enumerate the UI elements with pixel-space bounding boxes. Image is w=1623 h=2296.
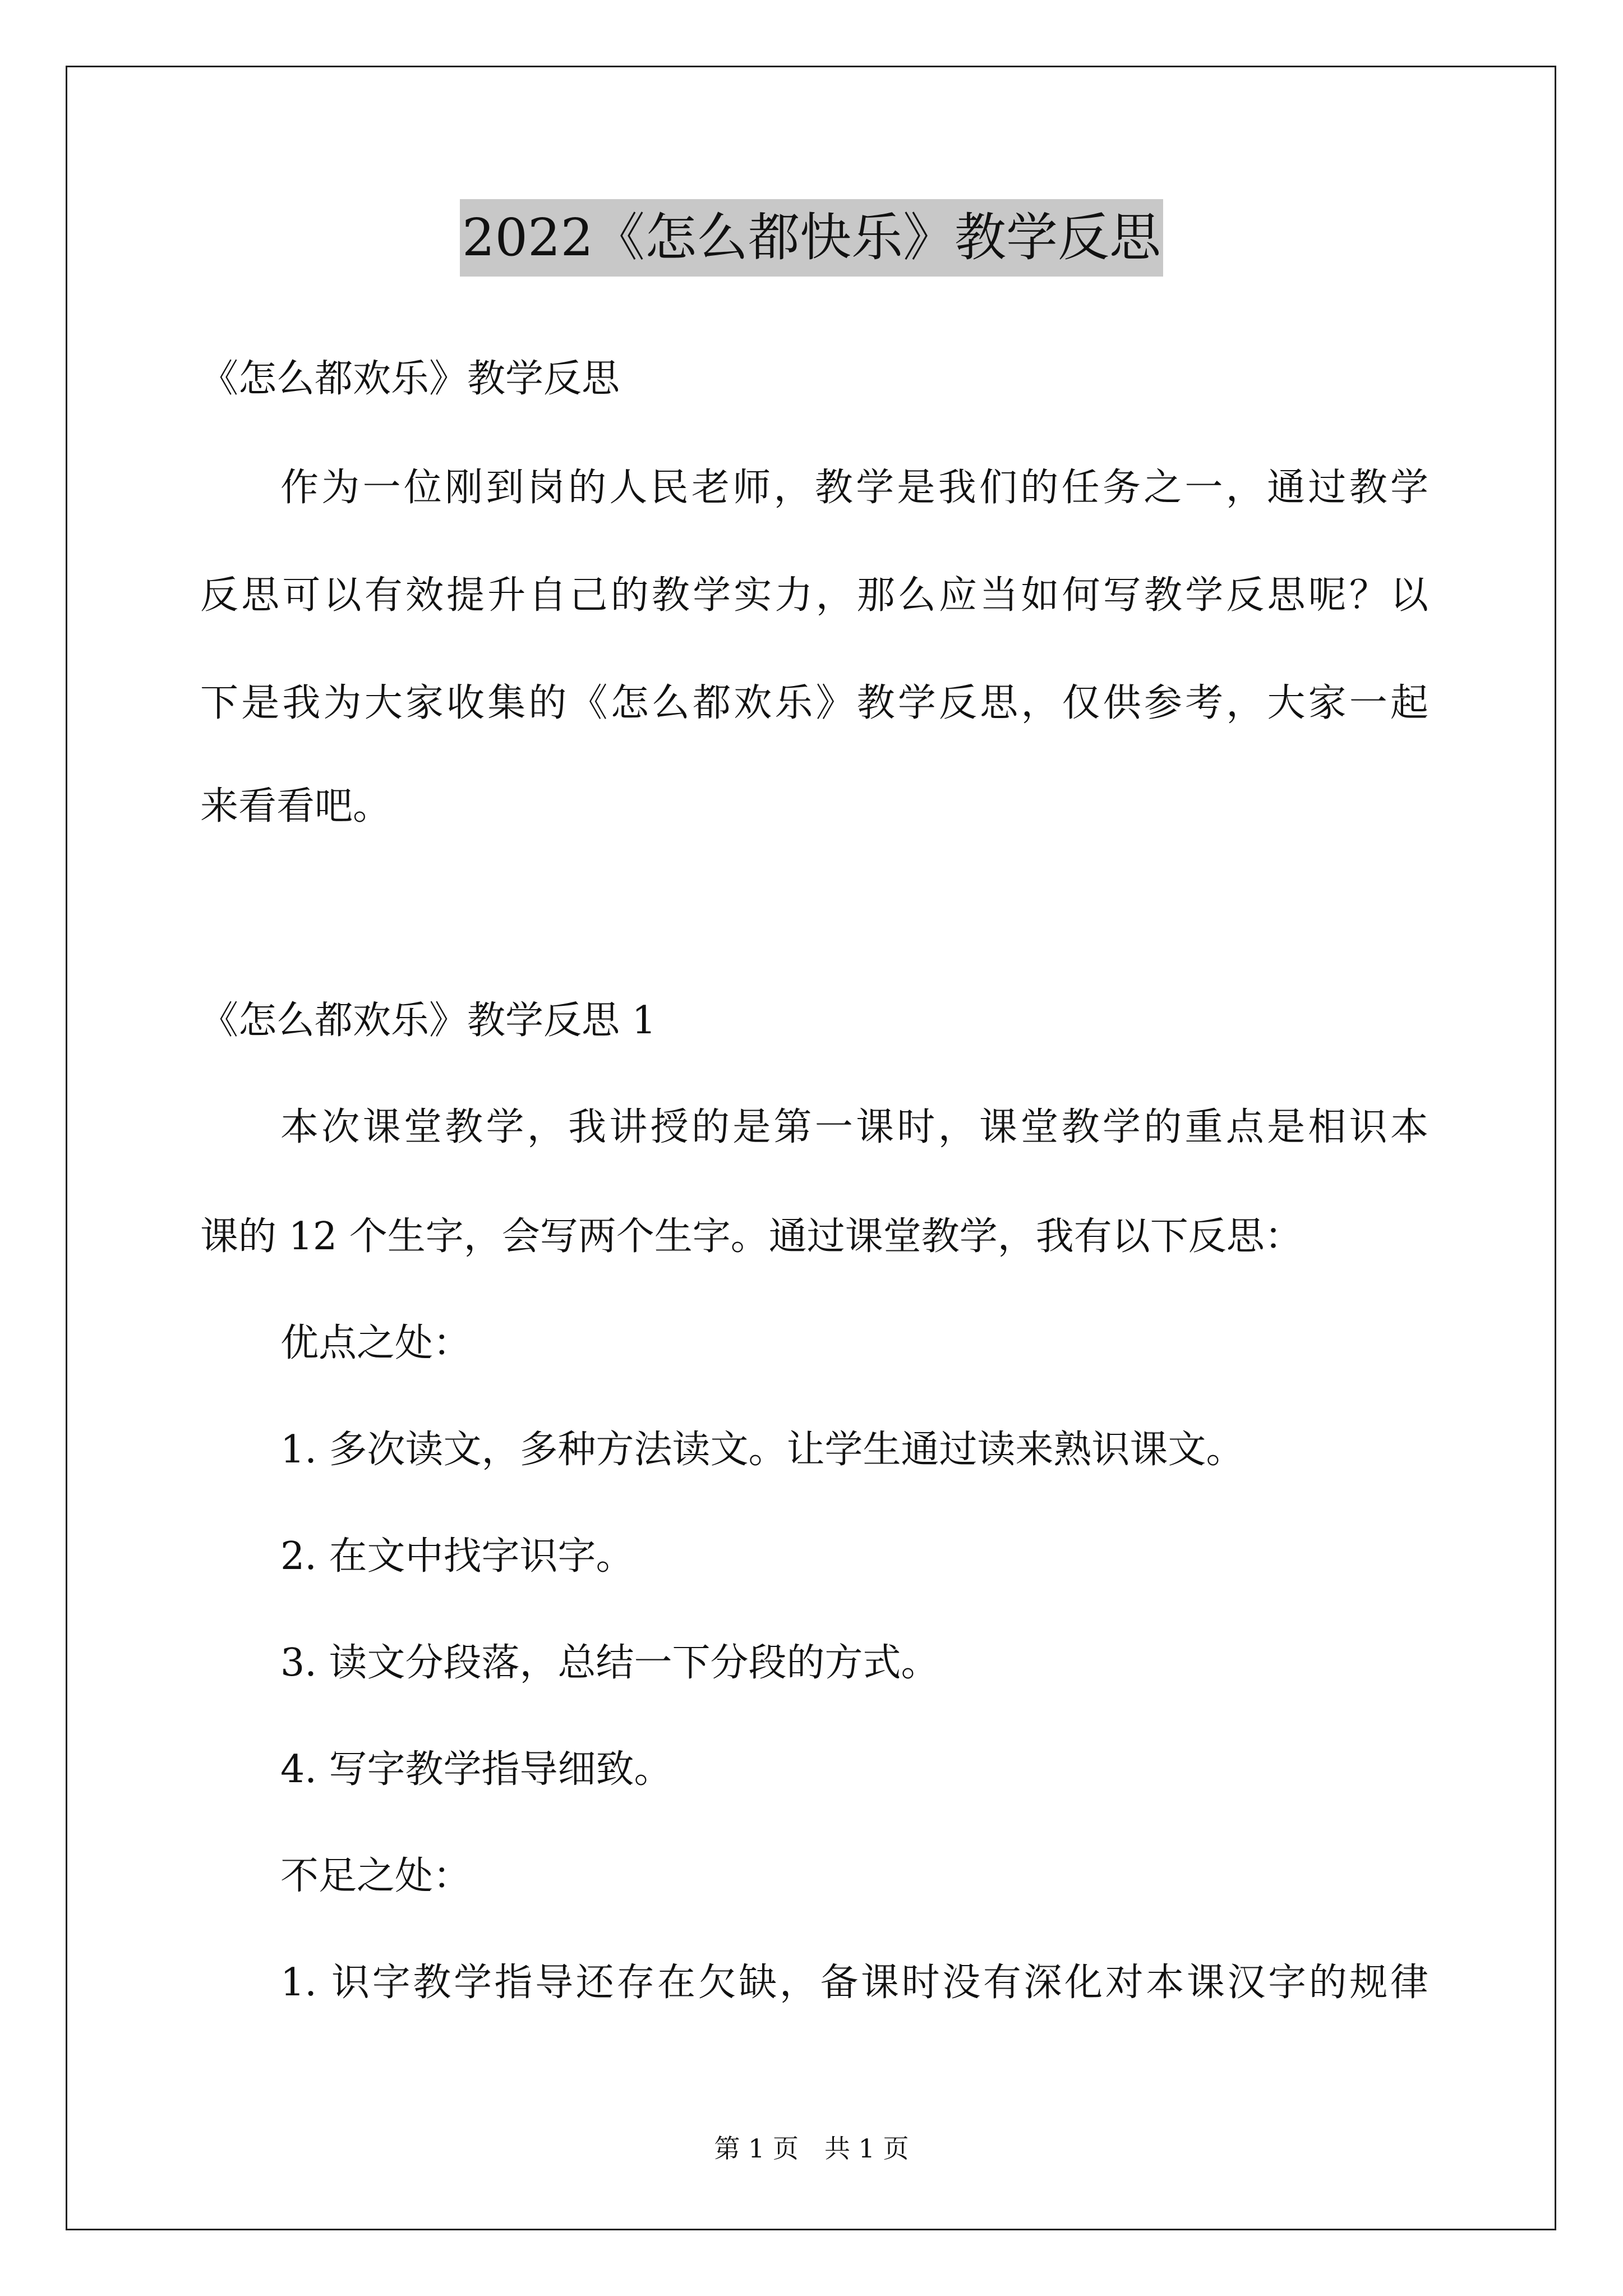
page-footer: 第 1 页 共 1 页 bbox=[714, 2133, 909, 2164]
advantage-item-2: 2. 在文中找字识字。 bbox=[280, 1534, 634, 1579]
document-title: 2022《怎么都快乐》教学反思 bbox=[460, 199, 1163, 277]
advantages-heading: 优点之处： bbox=[280, 1321, 472, 1365]
title-container bbox=[0, 199, 1623, 277]
document-subtitle: 《怎么都欢乐》教学反思 bbox=[200, 357, 620, 401]
section-line-1: 本次课堂教学，我讲授的是第一课时，课堂教学的重点是相识本 bbox=[280, 1105, 1428, 1149]
intro-line-4: 来看看吧。 bbox=[200, 784, 391, 829]
shortcomings-heading: 不足之处： bbox=[280, 1854, 472, 1898]
section-title: 《怎么都欢乐》教学反思 1 bbox=[200, 999, 656, 1043]
section-line-2: 课的 12 个生字，会写两个生字。通过课堂教学，我有以下反思： bbox=[200, 1214, 1303, 1259]
intro-line-2: 反思可以有效提升自己的教学实力，那么应当如何写教学反思呢？以 bbox=[200, 573, 1428, 618]
advantage-item-1: 1. 多次读文，多种方法读文。让学生通过读来熟识课文。 bbox=[280, 1428, 1244, 1472]
shortcoming-item-1: 1. 识字教学指导还存在欠缺，备课时没有深化对本课汉字的规律 bbox=[280, 1961, 1428, 2005]
advantage-item-3: 3. 读文分段落，总结一下分段的方式。 bbox=[280, 1641, 939, 1685]
intro-line-3: 下是我为大家收集的《怎么都欢乐》教学反思，仅供参考，大家一起 bbox=[200, 681, 1428, 725]
advantage-item-4: 4. 写字教学指导细致。 bbox=[280, 1747, 672, 1792]
intro-line-1: 作为一位刚到岗的人民老师，教学是我们的任务之一，通过教学 bbox=[280, 466, 1428, 510]
